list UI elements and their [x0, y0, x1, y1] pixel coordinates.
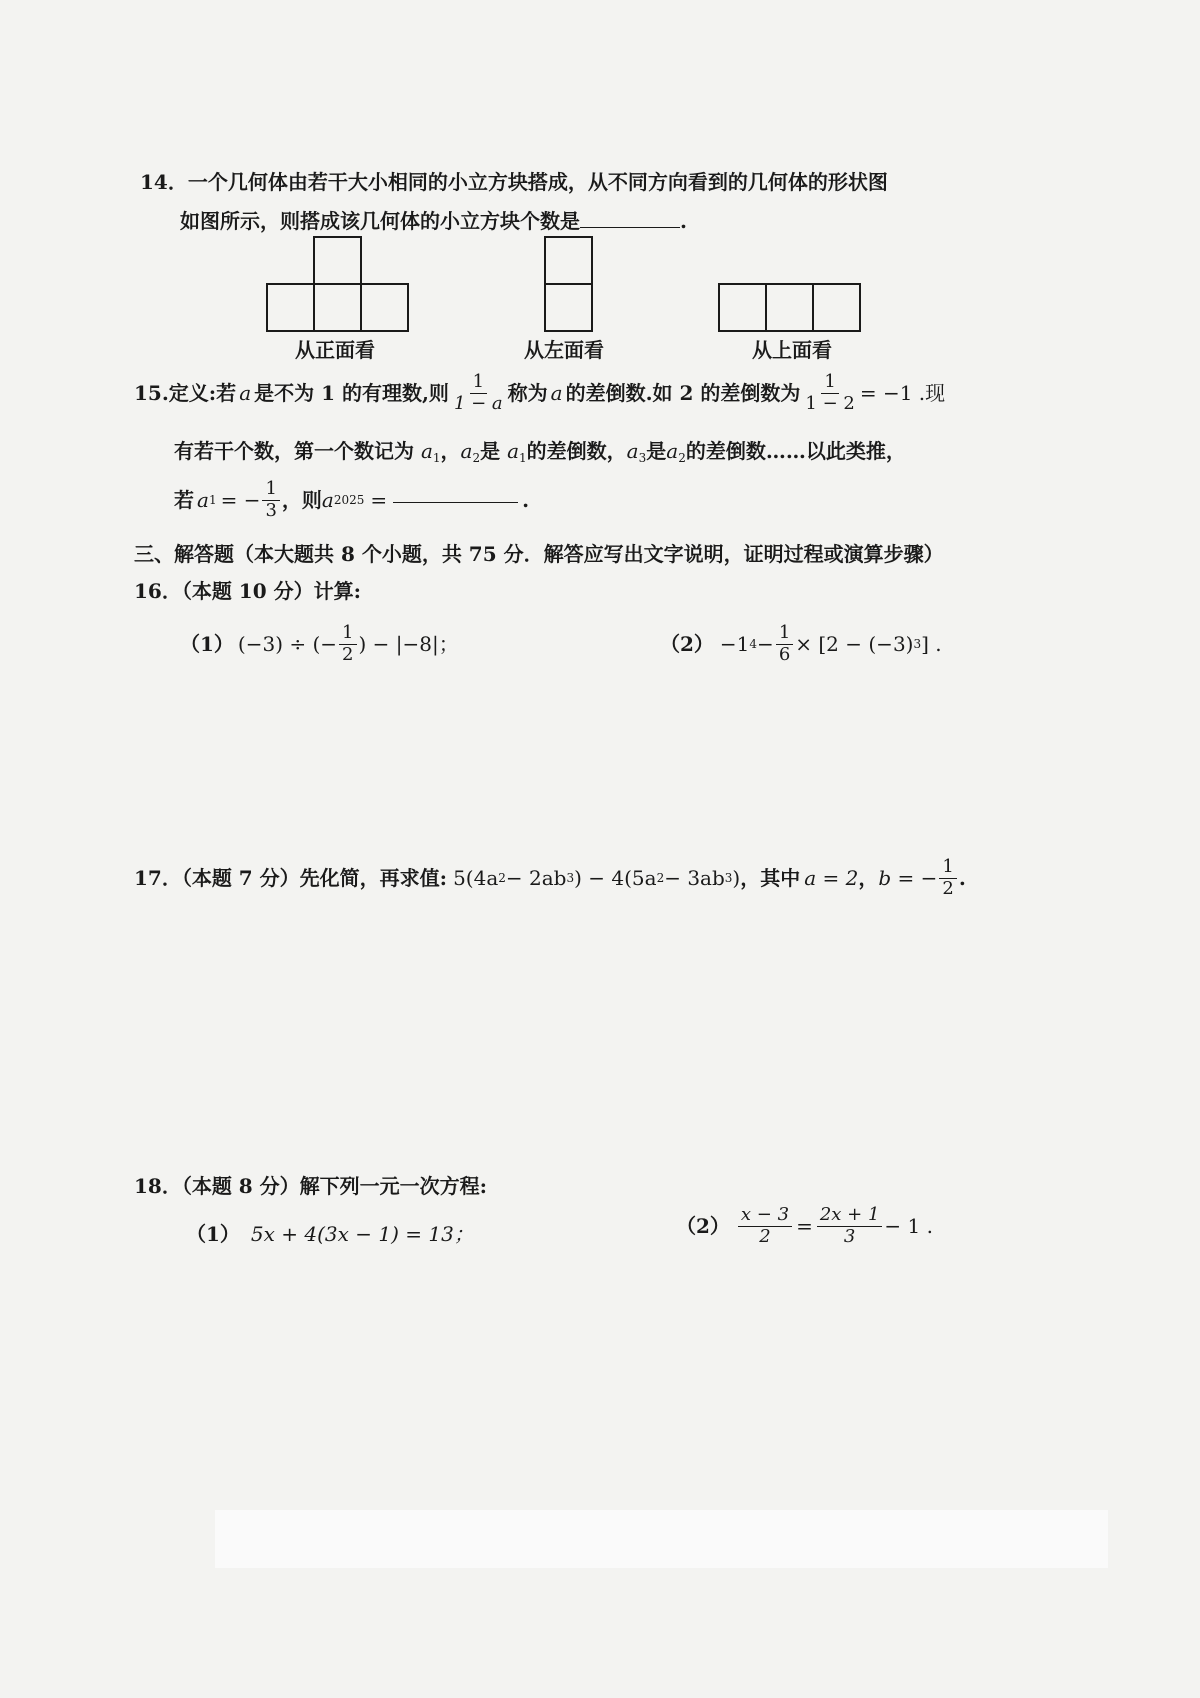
q16-part2: （2） −1 4 − $\frac{1}{6}$ × [2 − (−3) 3 ] . [660, 622, 942, 665]
q15-fraction-a1: $\frac{1}{3}$ [262, 480, 279, 521]
left-view-cell [544, 236, 593, 285]
left-view-cell [544, 283, 593, 332]
q14-line1 [140, 172, 888, 192]
q15-line3: 若 a 1 = − $\frac{1}{3}$ ，则 a 2025 = . [174, 478, 530, 521]
top-view-cell [765, 283, 814, 332]
q14-text-line2: 如图所示，则搭成该几何体的小立方块个数是 [180, 209, 580, 233]
q14-answer-blank [580, 223, 680, 228]
q16-part2-fraction: $\frac{1}{6}$ [776, 624, 793, 665]
front-view-cell [266, 283, 315, 332]
q18-part2: （2） $\frac{x - 3}{2}$ = $\frac{2x + 1}{3}$ − 1 . [676, 1204, 933, 1247]
left-view-label: 从左面看 [524, 338, 604, 362]
q15-answer-blank [393, 498, 518, 503]
q15-line1: 15. 定义:若 a 是不为 1 的有理数,则 $\frac{1}{1 - a}$ 称为 a 的差倒数.如 2 的差倒数为 $\frac{1}{1 - 2}$ = −1 .现 [134, 371, 946, 414]
q18-part1: （1） 5x + 4(3x − 1) = 13； [186, 1222, 474, 1246]
scan-blank-corner [215, 1510, 1108, 1568]
q16-part1: （1） (−3) ÷ (− $\frac{1}{2}$ ) − |−8|； [180, 622, 459, 665]
front-view-label: 从正面看 [295, 338, 375, 362]
front-view-cell [360, 283, 409, 332]
q16-header: 16．（本题 10 分）计算: [134, 579, 361, 603]
top-view-cell [812, 283, 861, 332]
section-3-heading: 三、解答题（本大题共 8 个小题，共 75 分．解答应写出文字说明，证明过程或演算步骤） [134, 542, 944, 566]
front-view-cell [313, 236, 362, 285]
q15-fraction-example: $\frac{1}{1 - 2}$ [805, 371, 855, 414]
top-view-label: 从上面看 [752, 338, 832, 362]
q18-header: 18．（本题 8 分）解下列一元一次方程: [134, 1174, 488, 1198]
q16-part1-fraction: $\frac{1}{2}$ [339, 624, 356, 665]
q14-text-line1: 一个几何体由若干大小相同的小立方块搭成，从不同方向看到的几何体的形状图 [187, 170, 888, 194]
q18-part2-fraction-right: $\frac{2x + 1}{3}$ [817, 1206, 883, 1247]
q17-line: 17．（本题 7 分）先化简，再求值: 5(4a 2 − 2ab 3 ) − 4(5a 2 − 3ab 3 ) ，其中 a = 2 ， b = − $\frac{1}{2}$ . [134, 856, 966, 899]
q14-line2: 如图所示，则搭成该几何体的小立方块个数是 . [180, 209, 687, 233]
q15-number: 15. [134, 381, 169, 406]
q17-fraction-b: $\frac{1}{2}$ [939, 858, 956, 899]
q15-fraction-definition: $\frac{1}{1 - a}$ [453, 371, 503, 414]
q14-number: 14． [140, 170, 188, 194]
q18-part2-fraction-left: $\frac{x - 3}{2}$ [738, 1206, 792, 1247]
top-view-cell [718, 283, 767, 332]
q15-line2: 有若干个数，第一个数记为 $a_1$，$a_2$是 $a_1$的差倒数，$a_3$是$a_2$的差倒数……以此类推， [174, 439, 906, 465]
front-view-cell [313, 283, 362, 332]
